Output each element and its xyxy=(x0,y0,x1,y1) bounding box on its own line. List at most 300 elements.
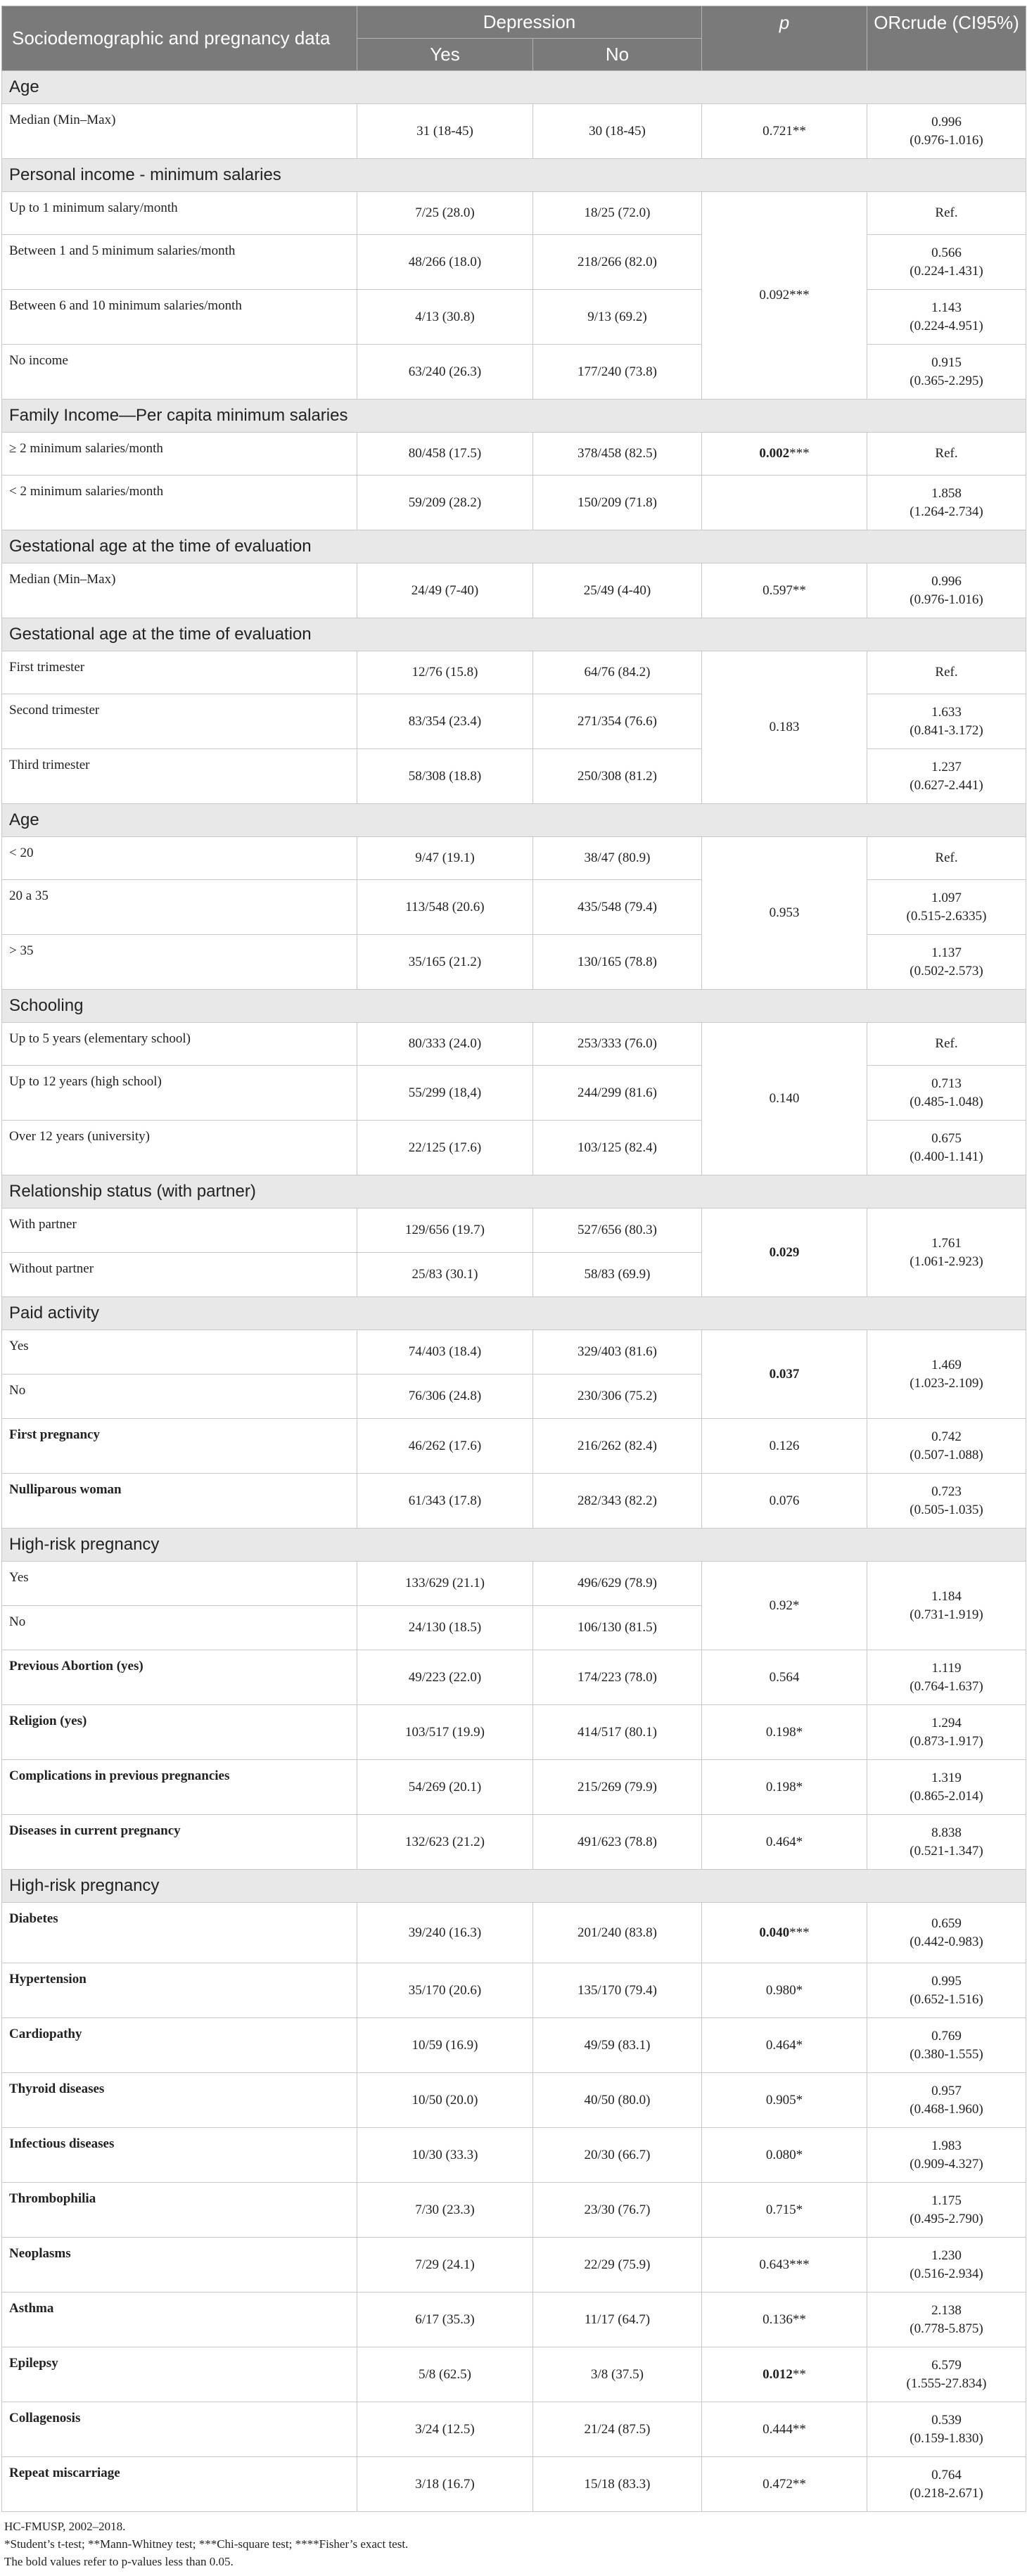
table-row xyxy=(2,1815,1026,1870)
row-label: Previous Abortion (yes) xyxy=(2,1650,357,1705)
odds-ratio-value: 0.996 xyxy=(931,573,962,589)
row-label: Up to 5 years (elementary school) xyxy=(2,1023,357,1066)
table-row xyxy=(2,345,1026,400)
p-value xyxy=(702,651,867,804)
section-title: High-risk pregnancy xyxy=(2,1870,1026,1903)
odds-ratio-value: 1.184 xyxy=(931,1588,962,1604)
p-value xyxy=(702,2347,867,2402)
odds-ratio-ci: (0.495-2.790) xyxy=(910,2211,983,2226)
odds-ratio xyxy=(867,235,1026,290)
odds-ratio xyxy=(867,694,1026,749)
odds-ratio xyxy=(867,2128,1026,2183)
odds-ratio-value: 2.138 xyxy=(931,2302,962,2318)
p-value-number: 0.198* xyxy=(765,1724,803,1740)
row-label: 20 a 35 xyxy=(2,880,357,935)
table-row xyxy=(2,1121,1026,1175)
odds-ratio xyxy=(867,1330,1026,1419)
odds-ratio-value: 0.764 xyxy=(931,2467,962,2482)
section-title: Family Income—Per capita minimum salaries xyxy=(2,400,1026,433)
odds-ratio-ci: (0.159-1.830) xyxy=(910,2430,983,2446)
row-label: Thyroid diseases xyxy=(2,2073,357,2128)
p-value-number: 0.715* xyxy=(765,2202,803,2217)
section-header-row xyxy=(2,71,1026,104)
no-value: 135/170 (79.4) xyxy=(533,1963,702,2018)
odds-ratio xyxy=(867,1562,1026,1650)
odds-ratio xyxy=(867,837,1026,880)
p-value-number: 0.980* xyxy=(765,1982,803,1998)
p-value xyxy=(702,2457,867,2512)
p-value xyxy=(702,1963,867,2018)
p-value-number: 0.597** xyxy=(763,582,806,598)
no-value: 21/24 (87.5) xyxy=(533,2402,702,2457)
p-value xyxy=(702,1562,867,1650)
row-label: Collagenosis xyxy=(2,2402,357,2457)
p-value xyxy=(702,1419,867,1474)
yes-value: 39/240 (16.3) xyxy=(357,1903,533,1963)
yes-value: 46/262 (17.6) xyxy=(357,1419,533,1474)
section-title: Gestational age at the time of evaluation xyxy=(2,618,1026,651)
odds-ratio-value: 0.723 xyxy=(931,1484,962,1499)
odds-ratio-value: 1.237 xyxy=(931,759,962,774)
row-label: Diseases in current pregnancy xyxy=(2,1815,357,1870)
table-row xyxy=(2,2347,1026,2402)
section-header-row xyxy=(2,618,1026,651)
odds-ratio xyxy=(867,651,1026,694)
odds-ratio-ci: (0.468-1.960) xyxy=(910,2101,983,2117)
p-value-number: 0.472** xyxy=(763,2476,806,2492)
table-row xyxy=(2,1023,1026,1066)
yes-value: 24/130 (18.5) xyxy=(357,1606,533,1650)
no-value: 64/76 (84.2) xyxy=(533,651,702,694)
no-value: 250/308 (81.2) xyxy=(533,749,702,804)
no-value: 103/125 (82.4) xyxy=(533,1121,702,1175)
section-header-row xyxy=(2,1870,1026,1903)
row-label: Over 12 years (university) xyxy=(2,1121,357,1175)
p-value xyxy=(702,2128,867,2183)
p-value-number: 0.464* xyxy=(765,1834,803,1849)
no-value: 201/240 (83.8) xyxy=(533,1903,702,1963)
odds-ratio-value: 1.319 xyxy=(931,1770,962,1785)
p-value-number: 0.140 xyxy=(769,1091,800,1106)
row-label: Median (Min–Max) xyxy=(2,104,357,159)
odds-ratio-value: 0.713 xyxy=(931,1076,962,1091)
odds-ratio-value: 0.957 xyxy=(931,2083,962,2098)
p-value xyxy=(702,433,867,476)
no-value: 23/30 (76.7) xyxy=(533,2183,702,2238)
section-header-row xyxy=(2,1297,1026,1330)
table-row xyxy=(2,2073,1026,2128)
odds-ratio-value: 0.742 xyxy=(931,1429,962,1444)
odds-ratio-ci: (0.224-4.951) xyxy=(910,318,983,333)
odds-ratio xyxy=(867,1209,1026,1297)
yes-value: 76/306 (24.8) xyxy=(357,1375,533,1419)
p-value-number: 0.464* xyxy=(765,2037,803,2053)
p-value xyxy=(702,1903,867,1963)
odds-ratio xyxy=(867,1963,1026,2018)
footnote-bold-note: The bold values refer to p-values less than 0.05. xyxy=(4,2555,234,2568)
footnotes xyxy=(1,2512,1026,2576)
table-row xyxy=(2,2457,1026,2512)
yes-value: 7/25 (28.0) xyxy=(357,192,533,235)
yes-value: 74/403 (18.4) xyxy=(357,1330,533,1375)
p-value xyxy=(702,1474,867,1529)
yes-value: 35/165 (21.2) xyxy=(357,935,533,990)
row-label: Infectious diseases xyxy=(2,2128,357,2183)
odds-ratio-value: 1.137 xyxy=(931,945,962,960)
odds-ratio xyxy=(867,104,1026,159)
p-value-number: 0.136** xyxy=(763,2312,806,2327)
odds-ratio-ci: (0.764-1.637) xyxy=(910,1678,983,1694)
table-row xyxy=(2,749,1026,804)
section-header-row xyxy=(2,530,1026,563)
row-label: Without partner xyxy=(2,1253,357,1297)
p-value xyxy=(702,1650,867,1705)
odds-ratio xyxy=(867,2183,1026,2238)
table-row xyxy=(2,1650,1026,1705)
table-row xyxy=(2,1963,1026,2018)
section-title: High-risk pregnancy xyxy=(2,1529,1026,1562)
row-label: Asthma xyxy=(2,2293,357,2347)
p-value-number: 0.183 xyxy=(769,720,800,734)
header-or: ORcrude (CI95%) xyxy=(867,6,1026,71)
odds-ratio-value: 0.995 xyxy=(931,1973,962,1989)
p-value-number: 0.040 xyxy=(759,1925,790,1940)
p-value-number: 0.126 xyxy=(769,1438,800,1453)
no-value: 106/130 (81.5) xyxy=(533,1606,702,1650)
table-row xyxy=(2,1330,1026,1375)
p-value-number: 0.029 xyxy=(769,1244,800,1260)
table-row xyxy=(2,935,1026,990)
odds-ratio xyxy=(867,749,1026,804)
p-value-number: 0.002 xyxy=(759,446,790,461)
odds-ratio-value: Ref. xyxy=(935,665,958,680)
row-label: Between 6 and 10 minimum salaries/month xyxy=(2,290,357,345)
no-value: 18/25 (72.0) xyxy=(533,192,702,235)
no-value: 496/629 (78.9) xyxy=(533,1562,702,1606)
section-title: Age xyxy=(2,804,1026,837)
yes-value: 59/209 (28.2) xyxy=(357,476,533,530)
no-value: 22/29 (75.9) xyxy=(533,2238,702,2293)
odds-ratio xyxy=(867,345,1026,400)
no-value: 378/458 (82.5) xyxy=(533,433,702,476)
yes-value: 132/623 (21.2) xyxy=(357,1815,533,1870)
yes-value: 10/50 (20.0) xyxy=(357,2073,533,2128)
odds-ratio-value: 0.769 xyxy=(931,2028,962,2043)
yes-value: 4/13 (30.8) xyxy=(357,290,533,345)
odds-ratio xyxy=(867,2238,1026,2293)
yes-value: 7/29 (24.1) xyxy=(357,2238,533,2293)
p-value xyxy=(702,476,867,530)
table-body xyxy=(2,71,1026,2512)
no-value: 20/30 (66.7) xyxy=(533,2128,702,2183)
odds-ratio-value: 1.469 xyxy=(931,1357,962,1372)
yes-value: 6/17 (35.3) xyxy=(357,2293,533,2347)
section-header-row xyxy=(2,804,1026,837)
no-value: 244/299 (81.6) xyxy=(533,1066,702,1121)
table-row xyxy=(2,563,1026,618)
yes-value: 48/266 (18.0) xyxy=(357,235,533,290)
odds-ratio xyxy=(867,2073,1026,2128)
p-value xyxy=(702,1209,867,1297)
no-value: 174/223 (78.0) xyxy=(533,1650,702,1705)
odds-ratio-value: 1.633 xyxy=(931,704,962,720)
odds-ratio-value: 6.579 xyxy=(931,2357,962,2373)
yes-value: 133/629 (21.1) xyxy=(357,1562,533,1606)
p-value xyxy=(702,2293,867,2347)
table-row xyxy=(2,1562,1026,1606)
odds-ratio-ci: (0.873-1.917) xyxy=(910,1733,983,1749)
no-value: 253/333 (76.0) xyxy=(533,1023,702,1066)
odds-ratio xyxy=(867,880,1026,935)
row-label: Diabetes xyxy=(2,1903,357,1963)
p-value xyxy=(702,1760,867,1815)
table-row xyxy=(2,837,1026,880)
p-value-number: 0.905* xyxy=(765,2092,803,2108)
yes-value: 113/548 (20.6) xyxy=(357,880,533,935)
no-value: 3/8 (37.5) xyxy=(533,2347,702,2402)
odds-ratio xyxy=(867,1650,1026,1705)
yes-value: 54/269 (20.1) xyxy=(357,1760,533,1815)
table-row xyxy=(2,2018,1026,2073)
table-header xyxy=(2,6,1026,71)
odds-ratio-ci: (1.555-27.834) xyxy=(906,2376,987,2391)
table-row xyxy=(2,1209,1026,1253)
p-value xyxy=(702,1815,867,1870)
odds-ratio-value: 1.175 xyxy=(931,2193,962,2208)
no-value: 527/656 (80.3) xyxy=(533,1209,702,1253)
yes-value: 9/47 (19.1) xyxy=(357,837,533,880)
odds-ratio-ci: (0.778-5.875) xyxy=(910,2321,983,2336)
table-row xyxy=(2,1760,1026,1815)
header-p: p xyxy=(702,6,867,71)
yes-value: 103/517 (19.9) xyxy=(357,1705,533,1760)
no-value: 58/83 (69.9) xyxy=(533,1253,702,1297)
odds-ratio-value: 1.858 xyxy=(931,485,962,501)
odds-ratio-ci: (0.442-0.983) xyxy=(910,1934,983,1949)
row-label: ≥ 2 minimum salaries/month xyxy=(2,433,357,476)
row-label: First pregnancy xyxy=(2,1419,357,1474)
no-value: 218/266 (82.0) xyxy=(533,235,702,290)
odds-ratio-ci: (0.652-1.516) xyxy=(910,1991,983,2007)
row-label: Nulliparous woman xyxy=(2,1474,357,1529)
p-value-number: 0.444** xyxy=(763,2421,806,2437)
yes-value: 10/30 (33.3) xyxy=(357,2128,533,2183)
odds-ratio xyxy=(867,1705,1026,1760)
odds-ratio-ci: (0.521-1.347) xyxy=(910,1843,983,1858)
odds-ratio xyxy=(867,2293,1026,2347)
row-label: Yes xyxy=(2,1562,357,1606)
no-value: 40/50 (80.0) xyxy=(533,2073,702,2128)
odds-ratio-ci: (0.841-3.172) xyxy=(910,722,983,738)
row-label: Repeat miscarriage xyxy=(2,2457,357,2512)
section-title: Relationship status (with partner) xyxy=(2,1175,1026,1209)
odds-ratio-ci: (0.909-4.327) xyxy=(910,2156,983,2172)
odds-ratio-value: 1.294 xyxy=(931,1715,962,1730)
row-label: Complications in previous pregnancies xyxy=(2,1760,357,1815)
no-value: 177/240 (73.8) xyxy=(533,345,702,400)
odds-ratio xyxy=(867,2018,1026,2073)
odds-ratio-ci: (0.218-2.671) xyxy=(910,2485,983,2501)
p-value-test-marker: *** xyxy=(789,446,810,461)
p-value-number: 0.721** xyxy=(763,123,806,139)
odds-ratio-ci: (0.485-1.048) xyxy=(910,1094,983,1109)
row-label: Second trimester xyxy=(2,694,357,749)
table-row xyxy=(2,290,1026,345)
row-label: Cardiopathy xyxy=(2,2018,357,2073)
yes-value: 58/308 (18.8) xyxy=(357,749,533,804)
yes-value: 5/8 (62.5) xyxy=(357,2347,533,2402)
yes-value: 3/18 (16.7) xyxy=(357,2457,533,2512)
odds-ratio-ci: (0.505-1.035) xyxy=(910,1502,983,1517)
odds-ratio xyxy=(867,1760,1026,1815)
table-row xyxy=(2,104,1026,159)
odds-ratio-ci: (1.264-2.734) xyxy=(910,504,983,519)
no-value: 38/47 (80.9) xyxy=(533,837,702,880)
yes-value: 25/83 (30.1) xyxy=(357,1253,533,1297)
p-value xyxy=(702,563,867,618)
table-row xyxy=(2,880,1026,935)
odds-ratio xyxy=(867,2402,1026,2457)
odds-ratio xyxy=(867,290,1026,345)
table-row xyxy=(2,1066,1026,1121)
yes-value: 10/59 (16.9) xyxy=(357,2018,533,2073)
p-value-number: 0.198* xyxy=(765,1779,803,1794)
no-value: 215/269 (79.9) xyxy=(533,1760,702,1815)
row-label: Median (Min–Max) xyxy=(2,563,357,618)
odds-ratio-value: 1.983 xyxy=(931,2138,962,2153)
odds-ratio-value: Ref. xyxy=(935,446,958,461)
odds-ratio-ci: (0.515-2.6335) xyxy=(906,908,987,924)
yes-value: 80/458 (17.5) xyxy=(357,433,533,476)
section-header-row xyxy=(2,159,1026,192)
p-value xyxy=(702,192,867,400)
p-value xyxy=(702,2402,867,2457)
odds-ratio-value: Ref. xyxy=(935,205,958,221)
p-value xyxy=(702,1330,867,1419)
table-row xyxy=(2,1705,1026,1760)
p-value-number: 0.076 xyxy=(769,1493,800,1508)
no-value: 435/548 (79.4) xyxy=(533,880,702,935)
header-variable: Sociodemographic and pregnancy data xyxy=(2,6,357,71)
odds-ratio xyxy=(867,192,1026,235)
yes-value: 12/76 (15.8) xyxy=(357,651,533,694)
no-value: 216/262 (82.4) xyxy=(533,1419,702,1474)
section-title: Personal income - minimum salaries xyxy=(2,159,1026,192)
odds-ratio xyxy=(867,1121,1026,1175)
odds-ratio-value: 0.675 xyxy=(931,1130,962,1146)
p-value-test-marker: *** xyxy=(789,1925,810,1940)
odds-ratio xyxy=(867,1066,1026,1121)
odds-ratio xyxy=(867,2347,1026,2402)
p-value xyxy=(702,2183,867,2238)
no-value: 150/209 (71.8) xyxy=(533,476,702,530)
p-value xyxy=(702,1023,867,1175)
yes-value: 3/24 (12.5) xyxy=(357,2402,533,2457)
no-value: 271/354 (76.6) xyxy=(533,694,702,749)
table-row xyxy=(2,1903,1026,1963)
p-value xyxy=(702,2018,867,2073)
odds-ratio-ci: (0.516-2.934) xyxy=(910,2266,983,2281)
odds-ratio-value: 1.143 xyxy=(931,300,962,315)
table-row xyxy=(2,235,1026,290)
yes-value: 129/656 (19.7) xyxy=(357,1209,533,1253)
odds-ratio xyxy=(867,1815,1026,1870)
odds-ratio-value: 0.566 xyxy=(931,245,962,260)
row-label: Yes xyxy=(2,1330,357,1375)
table-row xyxy=(2,2402,1026,2457)
header-depression: Depression xyxy=(357,6,702,39)
table-row xyxy=(2,1419,1026,1474)
yes-value: 49/223 (22.0) xyxy=(357,1650,533,1705)
row-label: No income xyxy=(2,345,357,400)
no-value: 25/49 (4-40) xyxy=(533,563,702,618)
row-label: < 20 xyxy=(2,837,357,880)
no-value: 230/306 (75.2) xyxy=(533,1375,702,1419)
odds-ratio-value: 0.996 xyxy=(931,114,962,129)
table-row xyxy=(2,2183,1026,2238)
odds-ratio xyxy=(867,563,1026,618)
row-label: Thrombophilia xyxy=(2,2183,357,2238)
row-label: < 2 minimum salaries/month xyxy=(2,476,357,530)
yes-value: 63/240 (26.3) xyxy=(357,345,533,400)
p-value-number: 0.92* xyxy=(769,1598,800,1613)
p-value-number: 0.037 xyxy=(769,1366,800,1382)
p-value-number: 0.953 xyxy=(769,905,800,920)
no-value: 9/13 (69.2) xyxy=(533,290,702,345)
table-row xyxy=(2,476,1026,530)
p-value xyxy=(702,837,867,990)
no-value: 282/343 (82.2) xyxy=(533,1474,702,1529)
p-value-number: 0.643*** xyxy=(759,2257,810,2272)
p-value xyxy=(702,104,867,159)
no-value: 414/517 (80.1) xyxy=(533,1705,702,1760)
section-header-row xyxy=(2,990,1026,1023)
section-title: Gestational age at the time of evaluation xyxy=(2,530,1026,563)
no-value: 49/59 (83.1) xyxy=(533,2018,702,2073)
odds-ratio-value: 1.761 xyxy=(931,1235,962,1251)
row-label: Religion (yes) xyxy=(2,1705,357,1760)
yes-value: 83/354 (23.4) xyxy=(357,694,533,749)
no-value: 11/17 (64.7) xyxy=(533,2293,702,2347)
row-label: No xyxy=(2,1375,357,1419)
table-row xyxy=(2,2293,1026,2347)
odds-ratio-ci: (0.400-1.141) xyxy=(910,1149,983,1164)
odds-ratio xyxy=(867,1474,1026,1529)
odds-ratio-ci: (1.061-2.923) xyxy=(910,1254,983,1269)
yes-value: 61/343 (17.8) xyxy=(357,1474,533,1529)
odds-ratio-value: Ref. xyxy=(935,850,958,866)
odds-ratio xyxy=(867,433,1026,476)
odds-ratio-ci: (0.865-2.014) xyxy=(910,1788,983,1804)
odds-ratio-ci: (0.380-1.555) xyxy=(910,2046,983,2062)
p-value xyxy=(702,2238,867,2293)
odds-ratio xyxy=(867,935,1026,990)
yes-value: 22/125 (17.6) xyxy=(357,1121,533,1175)
table-row xyxy=(2,433,1026,476)
odds-ratio-ci: (0.976-1.016) xyxy=(910,592,983,607)
odds-ratio-value: 1.097 xyxy=(931,890,962,905)
row-label: Epilepsy xyxy=(2,2347,357,2402)
odds-ratio xyxy=(867,1903,1026,1963)
section-header-row xyxy=(2,1175,1026,1209)
p-value-test-marker: ** xyxy=(792,2366,806,2382)
row-label: No xyxy=(2,1606,357,1650)
table-row xyxy=(2,2238,1026,2293)
no-value: 15/18 (83.3) xyxy=(533,2457,702,2512)
odds-ratio-ci: (0.502-2.573) xyxy=(910,963,983,978)
no-value: 130/165 (78.8) xyxy=(533,935,702,990)
odds-ratio-ci: (0.627-2.441) xyxy=(910,777,983,793)
